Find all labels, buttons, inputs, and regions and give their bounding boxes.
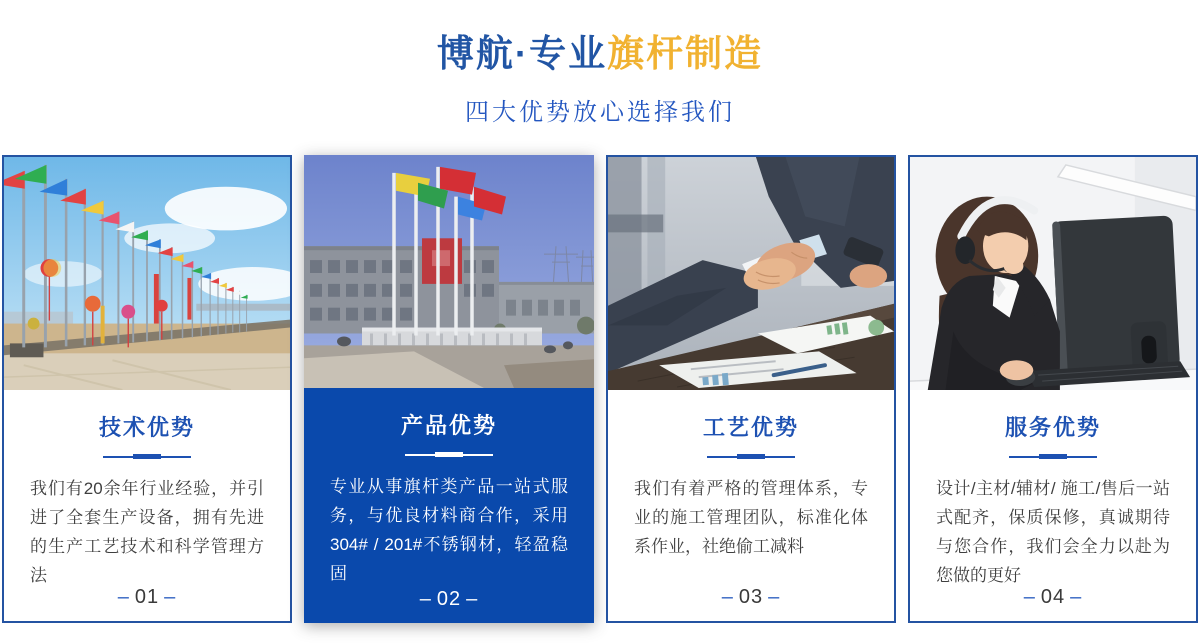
page-title — [0, 34, 1200, 75]
page-title-orange-part: 旗杆制造 — [607, 33, 764, 74]
card-body — [304, 388, 594, 623]
advantage-cards-row — [0, 155, 1200, 623]
flags-plaza-photo — [4, 157, 290, 390]
card-body — [910, 390, 1196, 621]
title-underline — [405, 452, 493, 457]
page-title-blue-part: 博航·专业 — [436, 33, 608, 74]
card-body — [4, 390, 290, 621]
number-dash-left: – — [721, 585, 734, 608]
card-number — [608, 586, 894, 609]
handshake-photo — [608, 157, 894, 390]
number-value: 02 — [436, 587, 462, 610]
title-underline — [707, 454, 795, 459]
page-subtitle: 四大优势放心选择我们 — [465, 98, 735, 126]
card-number — [910, 586, 1196, 609]
title-underline — [103, 454, 191, 459]
card-body — [608, 390, 894, 621]
number-value: 04 — [1040, 585, 1066, 608]
number-dash-right: – — [1070, 585, 1083, 608]
card-description: 设计/主材/辅材/ 施工/售后一站式配齐，保质保修，真诚期待与您合作，我们会全力以赴为您做的更好 — [936, 478, 1170, 585]
card-description: 专业从事旗杆类产品一站式服务，与优良材料商合作，采用304# / 201#不锈钢材，轻盈稳固 — [330, 476, 568, 583]
card-title: 工艺优势 — [702, 414, 799, 440]
card-title: 产品优势 — [400, 412, 497, 438]
number-dash-left: – — [419, 587, 432, 610]
card-number — [4, 586, 290, 609]
number-value: 03 — [738, 585, 764, 608]
number-dash-left: – — [117, 585, 130, 608]
factory-flagpoles-photo — [304, 155, 594, 388]
card-description: 我们有着严格的管理体系，专业的施工管理团队，标准化体系作业，社绝偷工减料 — [634, 478, 868, 556]
card-title: 技术优势 — [98, 414, 195, 440]
card-title: 服务优势 — [1004, 414, 1101, 440]
card-service-advantage[interactable] — [908, 155, 1198, 623]
number-dash-right: – — [768, 585, 781, 608]
number-dash-right: – — [466, 587, 479, 610]
card-technology-advantage[interactable] — [2, 155, 292, 623]
card-craft-advantage[interactable] — [606, 155, 896, 623]
card-number — [304, 588, 594, 611]
section-header — [0, 0, 1200, 127]
number-dash-right: – — [164, 585, 177, 608]
title-underline — [1009, 454, 1097, 459]
number-value: 01 — [134, 585, 160, 608]
customer-service-photo — [910, 157, 1196, 390]
number-dash-left: – — [1023, 585, 1036, 608]
card-product-advantage[interactable] — [304, 155, 594, 623]
card-description: 我们有20余年行业经验，并引进了全套生产设备，拥有先进的生产工艺技术和科学管理方法 — [30, 478, 264, 585]
